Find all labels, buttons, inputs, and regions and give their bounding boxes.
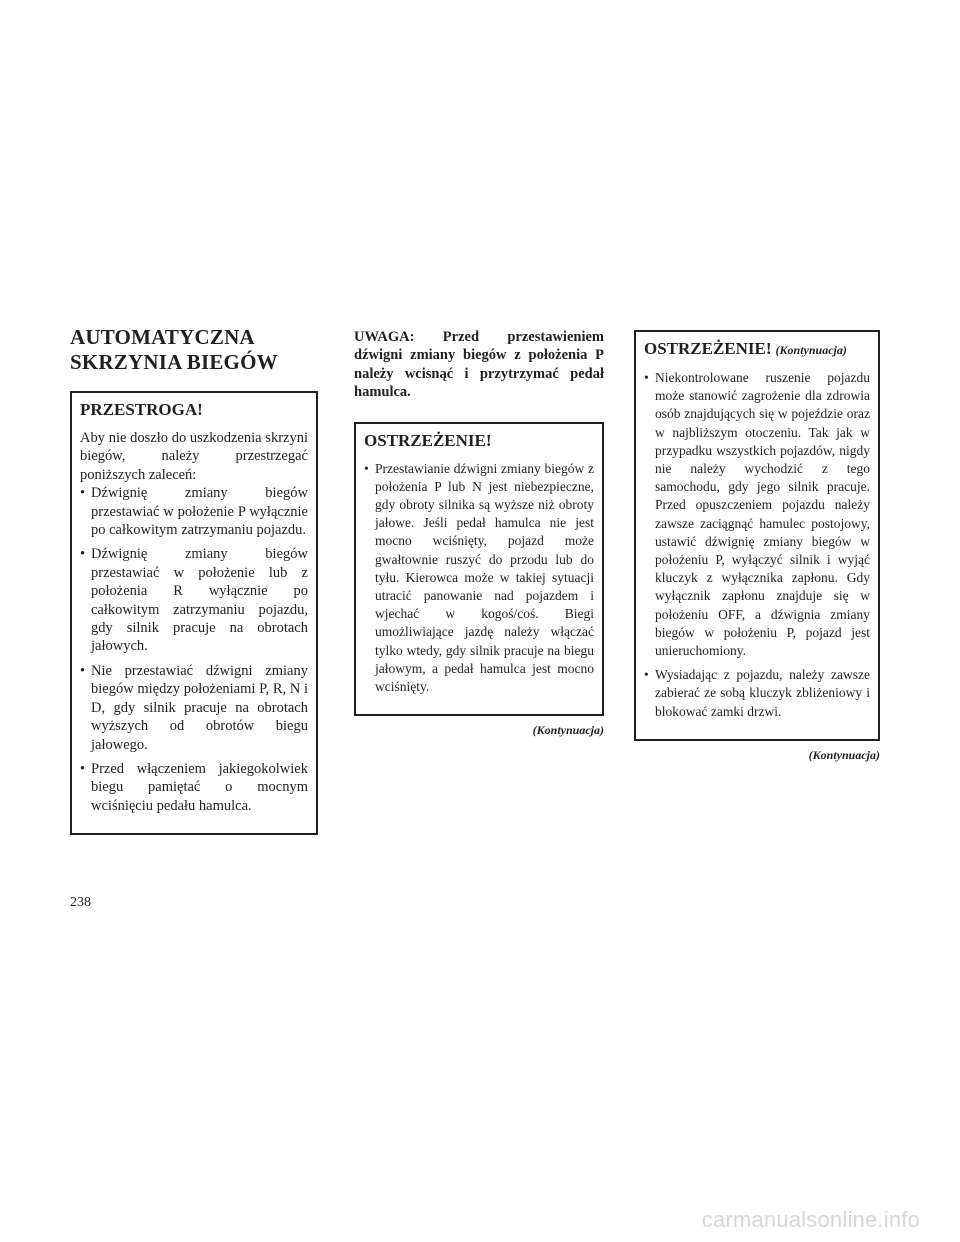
warning-2-title xyxy=(644,338,870,361)
warning-1-item: • Przestawianie dźwigni zmiany biegów z położenia P lub N jest niebezpieczne, gdy obroty silnika są wyższe niż obroty jałowe. Jeśli pedał hamulca nie jest mocno wciśnięty, pojazd może gwałtownie ruszyć do przodu lub do tyłu. Kierowca może w takiej sytuacji utracić panowanie nad pojazdem i wjechać w kogoś/coś. Biegi umożliwiające jazdę należy włączać tylko wtedy, gdy silnik pracuje na biegu jałowym, a pedał hamulca jest mocno wciśnięty. xyxy=(364,460,594,697)
note-text: UWAGA: Przed przestawieniem dźwigni zmiany biegów z położenia P należy wcisnąć i przytrzymać pedał hamulca. xyxy=(354,329,604,401)
warning-2-title-text: OSTRZEŻENIE! xyxy=(644,339,772,358)
caution-intro: Aby nie doszło do uszkodzenia skrzyni biegów, należy przestrzegać poniższych zaleceń: xyxy=(80,430,308,483)
warning-box-2 xyxy=(634,330,880,741)
warning-2-continued: (Kontynuacja) xyxy=(808,747,880,762)
caution-item: • Dźwignię zmiany biegów przestawiać w położenie P wyłącznie po całkowitym zatrzymaniu pojazdu. xyxy=(80,484,308,539)
caution-item: • Nie przestawiać dźwigni zmiany biegów między położeniami P, R, N i D, gdy silnik pracuje na obrotach wyższych od obrotów biegu jałowego. xyxy=(80,662,308,754)
warning-2-list xyxy=(644,369,870,721)
caution-item: • Przed włączeniem jakiegokolwiek biegu pamiętać o mocnym wciśnięciu pedału hamulca. xyxy=(80,760,308,815)
watermark: carmanualsonline.info xyxy=(701,1207,920,1232)
column-middle xyxy=(354,328,604,738)
column-right xyxy=(634,330,880,763)
caution-box xyxy=(70,391,318,835)
section-title xyxy=(70,325,318,375)
caution-item: • Dźwignię zmiany biegów przestawiać w położenie lub z położenia R wyłącznie po całkowitym zatrzymaniu pojazdu, gdy silnik pracuje na obrotach jałowych. xyxy=(80,545,308,655)
section-title-line2: SKRZYNIA BIEGÓW xyxy=(70,350,278,374)
caution-title: PRZESTROGA! xyxy=(80,400,203,419)
warning-2-item: • Niekontrolowane ruszenie pojazdu może stanowić zagrożenie dla zdrowia osób znajdujących się w pojeździe oraz w najbliższym otoczeniu. Tak jak w przypadku wszystkich pojazdów, nigdy nie należy wychodzić z tego samochodu, gdy jego silnik pracuje. Przed opuszczeniem pojazdu należy zawsze zaciągnąć hamulec postojowy, ustawić dźwignię zmiany biegów w położeniu P, wyłączyć silnik i wyjąć kluczyk z wyłącznika zapłonu. Gdy wyłącznik zapłonu znajduje się w położeniu OFF, a dźwignia zmiany biegów w położeniu P, pojazd jest unieruchomiony. xyxy=(644,369,870,660)
warning-2-title-suffix: (Kontynuacja) xyxy=(775,343,847,357)
column-left xyxy=(70,325,318,835)
warning-1-list xyxy=(364,460,594,697)
caution-list xyxy=(80,484,308,815)
page-number: 238 xyxy=(70,895,91,910)
warning-box-1 xyxy=(354,422,604,717)
section-title-line1: AUTOMATYCZNA xyxy=(70,325,255,349)
warning-2-item: • Wysiadając z pojazdu, należy zawsze zabierać ze sobą kluczyk zbliżeniowy i blokować zamki drzwi. xyxy=(644,666,870,721)
warning-1-title: OSTRZEŻENIE! xyxy=(364,430,492,450)
warning-1-continued: (Kontynuacja) xyxy=(532,723,604,738)
